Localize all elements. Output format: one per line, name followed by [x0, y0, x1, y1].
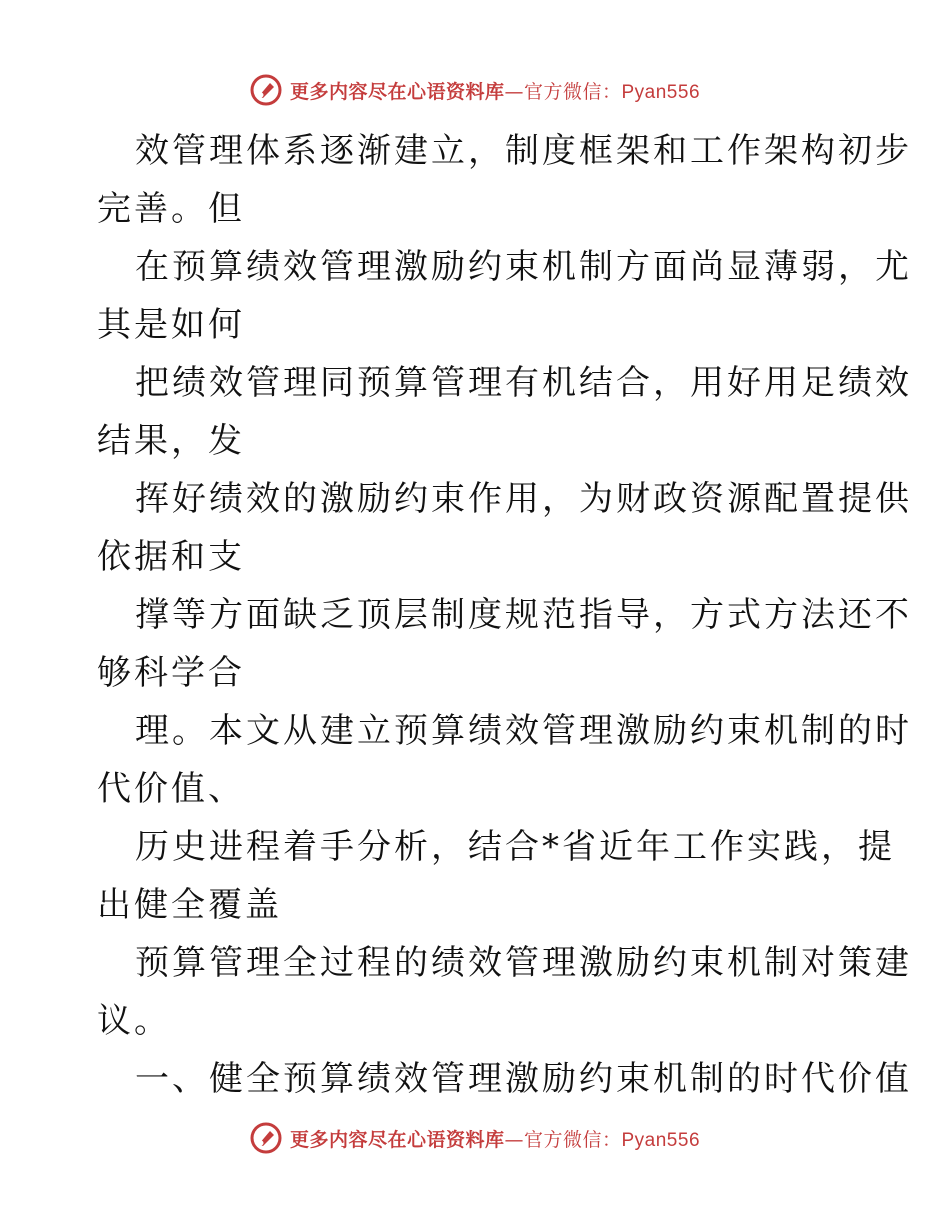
banner-wechat-id: Pyan556: [621, 1129, 701, 1151]
section-heading: 一、健全预算绩效管理激励约束机制的时代价值: [135, 1059, 912, 1099]
text-line: 预算管理全过程的绩效管理激励约束机制对策建: [135, 943, 912, 983]
text-line: 效管理体系逐渐建立，制度框架和工作架构初步: [135, 131, 912, 171]
text-line: 代价值、: [97, 769, 245, 809]
logo-icon: [250, 74, 282, 106]
text-line: 完善。但: [97, 189, 245, 229]
banner-title: 更多内容尽在心语资料库: [289, 80, 505, 103]
footer-banner: [0, 1118, 950, 1158]
document-body: [97, 122, 912, 1108]
logo-icon: [250, 1122, 282, 1154]
text-line: 出健全覆盖: [97, 885, 282, 925]
banner-wechat-label: 官方微信：: [523, 1128, 622, 1151]
text-line: 议。: [97, 1001, 171, 1041]
text-line: 在预算绩效管理激励约束机制方面尚显薄弱，尤: [135, 247, 912, 287]
banner-text: [290, 1125, 700, 1152]
text-line: 挥好绩效的激励约束作用，为财政资源配置提供: [135, 479, 912, 519]
banner-wechat-label: 官方微信：: [523, 80, 622, 103]
text-line: 理。本文从建立预算绩效管理激励约束机制的时: [135, 711, 912, 751]
banner-title: 更多内容尽在心语资料库: [289, 1128, 505, 1151]
text-line: 够科学合: [97, 653, 245, 693]
text-line: 其是如何: [97, 305, 245, 345]
banner-separator: —: [504, 80, 524, 103]
text-line: 结果，发: [97, 421, 245, 461]
header-banner: [0, 70, 950, 110]
text-line: 把绩效管理同预算管理有机结合，用好用足绩效: [135, 363, 912, 403]
banner-text: [290, 77, 700, 104]
banner-separator: —: [504, 1128, 524, 1151]
text-line: 依据和支: [97, 537, 245, 577]
banner-wechat-id: Pyan556: [621, 81, 701, 103]
text-line: 撑等方面缺乏顶层制度规范指导，方式方法还不: [135, 595, 912, 635]
text-line: 历史进程着手分析，结合*省近年工作实践，提: [135, 827, 895, 867]
